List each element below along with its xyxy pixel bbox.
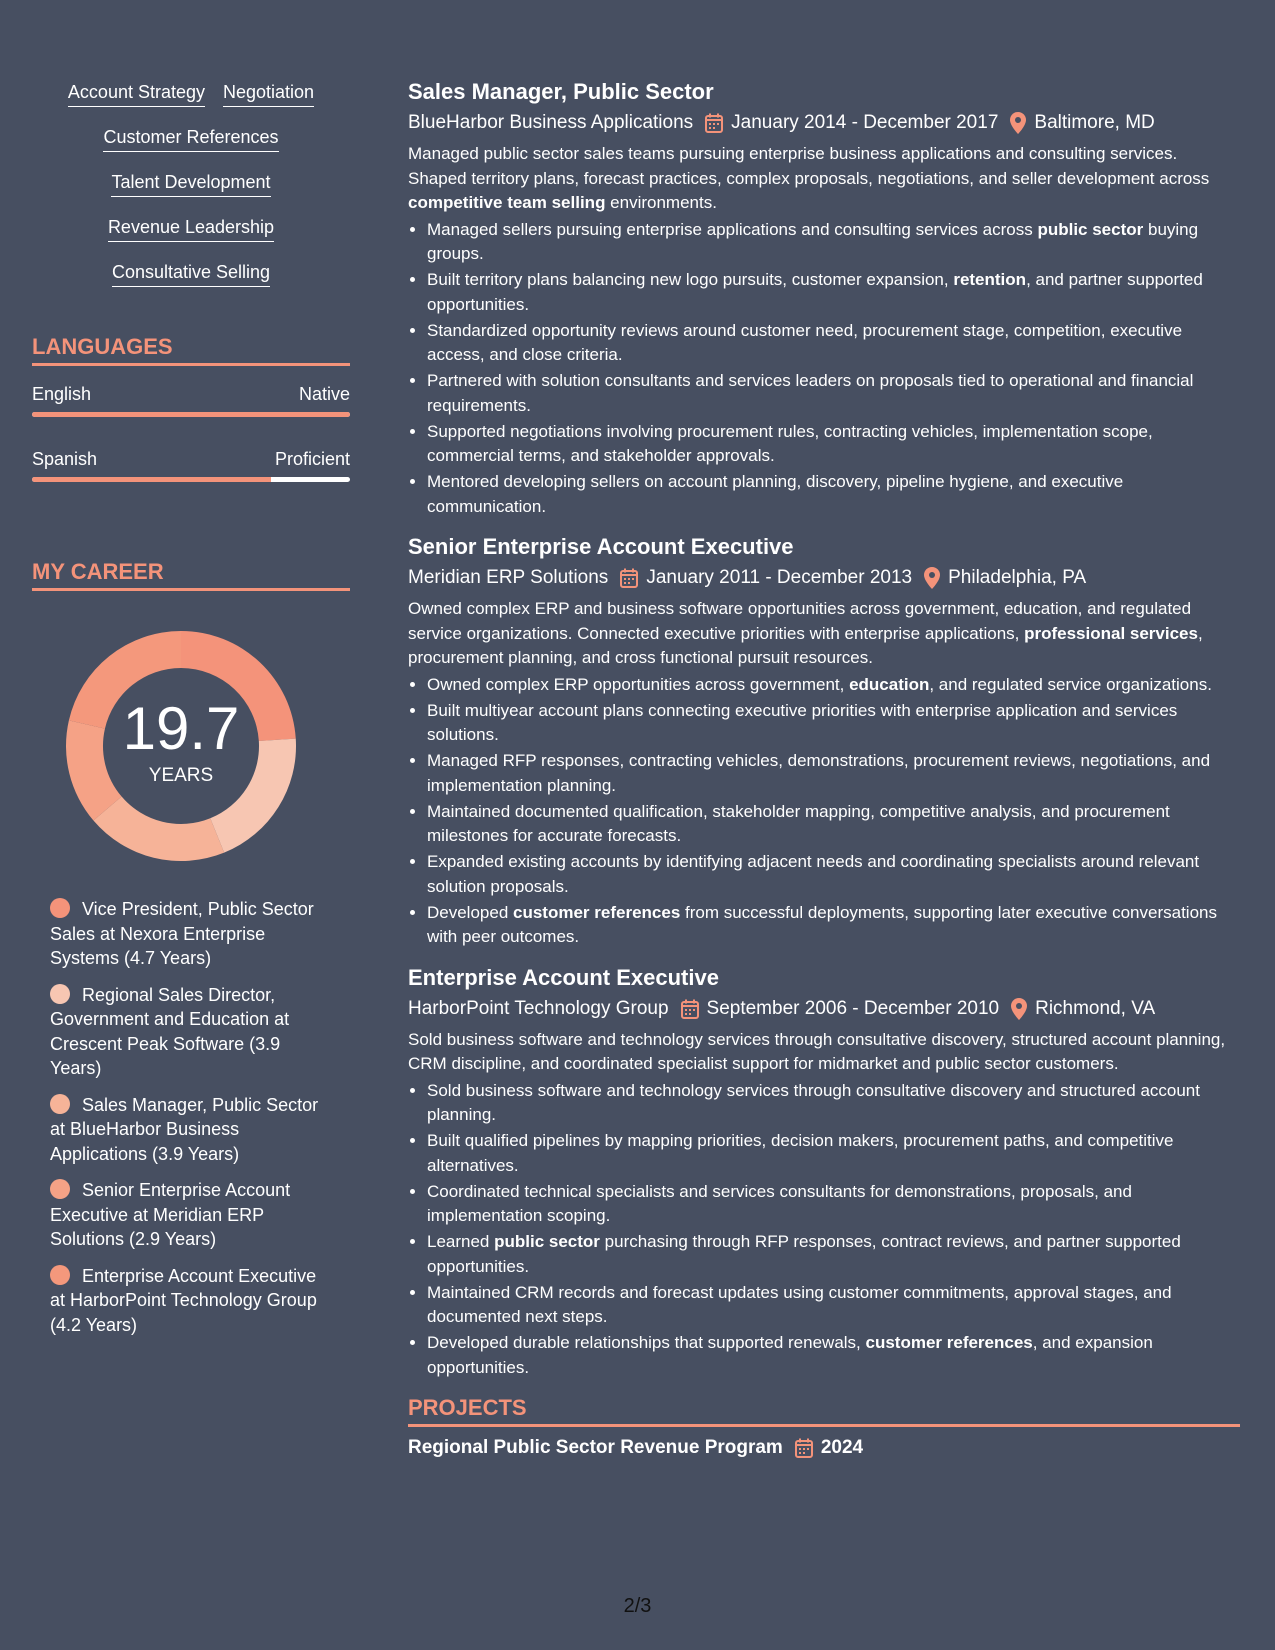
career-legend-item: [50, 897, 330, 971]
job-dates: January 2011 - December 2013: [646, 567, 913, 588]
language-name: Spanish: [32, 449, 98, 469]
job-bullet: • Owned complex ERP opportunities across government, education, and regulated service organizations.: [427, 673, 1240, 698]
career-legend-text: Enterprise Account Executive at HarborPoint Technology Group (4.2 Years): [50, 1265, 317, 1335]
company-name: Meridian ERP Solutions: [408, 567, 609, 588]
map-pin-icon: [924, 567, 940, 589]
map-pin-icon: [1011, 998, 1027, 1020]
job-bullet: • Mentored developing sellers on account planning, discovery, pipeline hygiene, and executive communication.: [427, 470, 1240, 519]
job-bullet: • Standardized opportunity reviews around customer need, procurement stage, competition, executive access, and close criteria.: [427, 319, 1240, 368]
skill-tag: Account Strategy: [68, 80, 205, 107]
career-legend-item: [50, 1178, 330, 1252]
job-bullet: • Coordinated technical specialists and services consultants for demonstrations, proposals, and implementation scoping.: [427, 1180, 1240, 1229]
skill-tag: Customer References: [103, 125, 278, 152]
job-title: Enterprise Account Executive: [408, 964, 719, 990]
career-legend-text: Regional Sales Director, Government and Education at Crescent Peak Software (3.9 Years): [50, 984, 290, 1078]
job-summary: Owned complex ERP and business software opportunities across government, education, and regulated service organizations. Connected executive priorities with enterprise applications, professional services, procurement planning, and cross functional pursuit resources.: [408, 599, 1203, 667]
job-bullet: • Developed customer references from successful deployments, supporting later executive conversations with peer outcomes.: [427, 901, 1240, 950]
career-legend-text: Senior Enterprise Account Executive at Meridian ERP Solutions (2.9 Years): [50, 1180, 291, 1249]
job-entry: [408, 964, 1240, 1381]
job-summary: Managed public sector sales teams pursuing enterprise business applications and consulting services. Shaped territory plans, forecast practices, complex proposals, negotiations, and seller development across competitive team selling environments.: [408, 144, 1210, 212]
company-name: HarborPoint Technology Group: [408, 997, 669, 1019]
language-name: English: [32, 384, 92, 404]
career-legend-item: [50, 983, 330, 1081]
project-year: 2024: [820, 1437, 864, 1458]
job-entry: [408, 533, 1240, 950]
job-bullet: • Supported negotiations involving procurement rules, contracting vehicles, implementation scope, commercial terms, and stakeholder approvals.: [427, 420, 1240, 469]
career-total-unit: YEARS: [148, 765, 214, 786]
languages-heading: LANGUAGES: [32, 333, 350, 366]
job-bullets: [408, 1079, 1240, 1381]
career-legend-item: [50, 1264, 330, 1338]
legend-dot-icon: [50, 1265, 70, 1285]
skill-tag: Revenue Leadership: [108, 215, 274, 242]
job-meta: [408, 110, 1240, 136]
job-bullet: • Maintained CRM records and forecast updates using customer commitments, approval stages, and documented next steps.: [427, 1281, 1240, 1330]
job-bullet: • Expanded existing accounts by identifying adjacent needs and coordinating specialists around relevant solution proposals.: [427, 850, 1240, 899]
job-bullets: [408, 218, 1240, 520]
career-donut-chart: [66, 631, 296, 861]
job-summary: Sold business software and technology services through consultative discovery, structured account planning, CRM discipline, and coordinated specialist support for midmarket and public sector customers.: [408, 1029, 1226, 1073]
skill-tag: Consultative Selling: [112, 260, 270, 287]
job-meta: [408, 996, 1240, 1022]
legend-dot-icon: [50, 1179, 70, 1199]
career-legend: [50, 897, 330, 1337]
job-location: Baltimore, MD: [1034, 112, 1155, 133]
page-number: 2/3: [623, 1595, 652, 1617]
sidebar: [32, 80, 350, 1349]
job-bullet: • Maintained documented qualification, stakeholder mapping, competitive analysis, and procurement milestones for accurate forecasts.: [427, 800, 1240, 849]
job-dates: January 2014 - December 2017: [731, 112, 999, 133]
donut-slice: [93, 797, 224, 861]
job-entry: [408, 78, 1240, 519]
language-item: [32, 447, 350, 482]
job-bullet: • Built territory plans balancing new logo pursuits, customer expansion, retention, and partner supported opportunities.: [427, 268, 1240, 317]
job-location: Richmond, VA: [1035, 997, 1156, 1019]
company-name: BlueHarbor Business Applications: [408, 112, 694, 133]
legend-dot-icon: [50, 984, 70, 1004]
job-bullet: • Managed sellers pursuing enterprise applications and consulting services across public sector buying groups.: [427, 218, 1240, 267]
skill-tag: Negotiation: [223, 80, 314, 107]
skill-tag: Talent Development: [111, 170, 270, 197]
language-proficiency-bar: [32, 477, 350, 482]
skills-list: [32, 80, 350, 305]
job-dates: September 2006 - December 2010: [706, 997, 1000, 1019]
job-bullet: • Sold business software and technology services through consultative discovery and structured account planning.: [427, 1079, 1240, 1128]
calendar-icon: [620, 568, 638, 588]
project-name: Regional Public Sector Revenue Program: [408, 1437, 783, 1458]
career-legend-text: Sales Manager, Public Sector at BlueHarbor Business Applications (3.9 Years): [50, 1094, 319, 1164]
projects-heading: PROJECTS: [408, 1394, 1240, 1427]
job-bullet: • Partnered with solution consultants and services leaders on proposals tied to operational and financial requirements.: [427, 369, 1240, 418]
language-proficiency-bar: [32, 412, 350, 417]
job-bullet: • Developed durable relationships that supported renewals, customer references, and expansion opportunities.: [427, 1331, 1240, 1380]
language-proficiency-fill: [32, 477, 271, 482]
job-location: Philadelphia, PA: [948, 567, 1087, 588]
language-item: [32, 382, 350, 417]
job-meta: [408, 565, 1240, 591]
project-item: [408, 1435, 1240, 1461]
experience-column: [408, 78, 1240, 1461]
legend-dot-icon: [50, 898, 70, 918]
career-heading: MY CAREER: [32, 558, 350, 591]
calendar-icon: [681, 999, 699, 1019]
calendar-icon: [795, 1438, 813, 1458]
language-level: Proficient: [274, 449, 350, 469]
job-bullet: • Built multiyear account plans connecting executive priorities with enterprise application and services solutions.: [427, 699, 1240, 748]
job-title: Senior Enterprise Account Executive: [408, 534, 794, 559]
calendar-icon: [705, 113, 723, 133]
job-bullet: • Managed RFP responses, contracting vehicles, demonstrations, procurement reviews, negotiations, and implementation planning.: [427, 749, 1240, 798]
map-pin-icon: [1010, 112, 1026, 134]
job-bullets: [408, 673, 1240, 950]
job-title: Sales Manager, Public Sector: [408, 79, 714, 104]
career-legend-item: [50, 1093, 330, 1167]
career-total-years: 19.7: [122, 695, 240, 762]
language-level: Native: [298, 384, 350, 404]
language-proficiency-fill: [32, 412, 350, 417]
job-bullet: • Learned public sector purchasing through RFP responses, contract reviews, and partner supported opportunities.: [427, 1230, 1240, 1279]
career-legend-text: Vice President, Public Sector Sales at Nexora Enterprise Systems (4.7 Years): [50, 899, 314, 968]
job-bullet: • Built qualified pipelines by mapping priorities, decision makers, procurement paths, and competitive alternatives.: [427, 1129, 1240, 1178]
legend-dot-icon: [50, 1094, 70, 1114]
